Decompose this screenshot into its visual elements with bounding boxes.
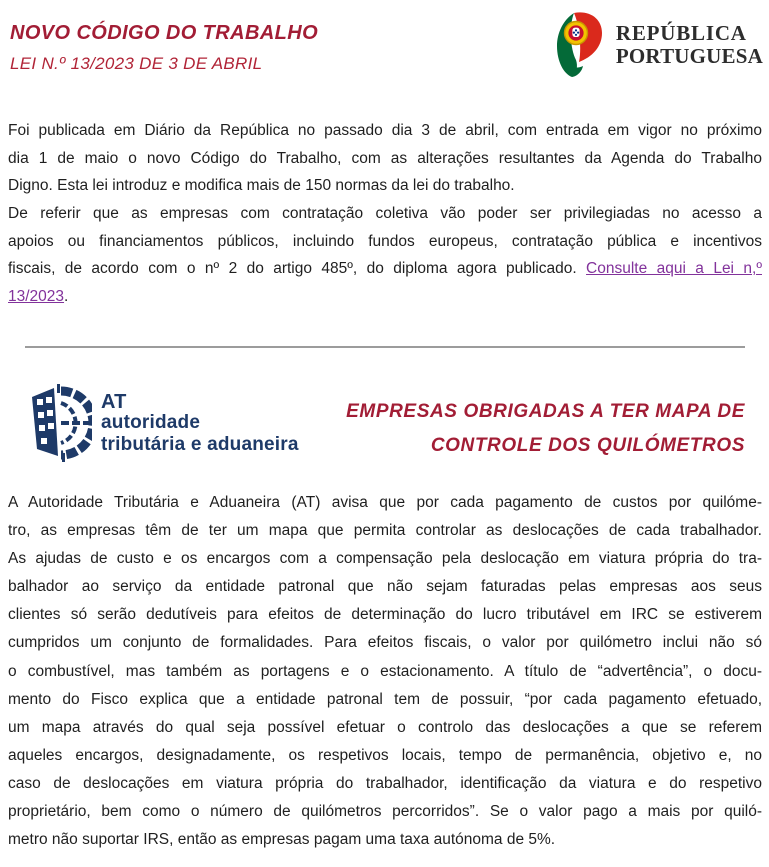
at-logo-line2: tributária e aduaneira (101, 434, 299, 455)
at-autoridade-tributaria-logo (28, 383, 299, 463)
section-heading-line1: EMPRESAS OBRIGADAS A TER MAPA DE (346, 401, 745, 422)
text-line (8, 283, 762, 311)
text-segment: . (64, 288, 69, 306)
text-line (8, 714, 762, 742)
text-segment: caso de deslocações em viatura própria do trabalhador, identificação da viatura e do respetivo (8, 774, 762, 792)
text-line (8, 200, 762, 228)
text-line (8, 545, 762, 573)
gov-logo-text (616, 22, 763, 68)
text-line (8, 172, 762, 200)
page-title: NOVO CÓDIGO DO TRABALHO (10, 22, 319, 44)
text-segment: tro, as empresas têm de ter um mapa que permita controlar as deslocações de cada trabalhador. (8, 522, 762, 540)
gov-logo-line1: REPÚBLICA (615, 21, 747, 45)
section-divider (25, 346, 745, 348)
section-heading-line2: CONTROLE DOS QUILÓMETROS (430, 435, 745, 456)
text-line (8, 742, 762, 770)
text-segment: aqueles encargos, designadamente, os respetivos locais, tempo de permanência, objetivo e, no (8, 746, 762, 764)
page-subtitle: LEI N.º 13/2023 DE 3 DE ABRIL (10, 54, 263, 73)
text-line (8, 658, 762, 686)
text-line (8, 770, 762, 798)
text-line (8, 573, 762, 601)
text-line (8, 117, 762, 145)
text-line (8, 489, 762, 517)
text-line (8, 798, 762, 826)
text-line (8, 601, 762, 629)
text-segment: fiscais, de acordo com o nº 2 do artigo 485º, do diploma agora publicado. (8, 260, 587, 278)
text-line (8, 629, 762, 657)
text-segment: proprietário, bem como o número de quilómetros percorridos”. Se o valor pago a mais por quiló- (8, 803, 762, 821)
article-novo-codigo-trabalho (8, 117, 762, 311)
text-segment: De referir que as empresas com contratação coletiva vão poder ser privilegiadas no acesso a (8, 205, 762, 223)
text-segment: metro não suportar IRS, então as empresas pagam uma taxa autónoma de 5%. (8, 831, 556, 849)
at-logo-text (101, 392, 299, 456)
text-line (8, 517, 762, 545)
text-segment: Foi publicada em Diário da República no passado dia 3 de abril, com entrada em vigor no próximo (8, 122, 762, 139)
consulte-lei-link[interactable]: 13/2023 (8, 288, 65, 306)
text-line (8, 826, 762, 854)
text-segment: apoios ou financiamentos públicos, incluindo fundos europeus, contratação pública e incentivos (8, 232, 762, 250)
section-heading (285, 395, 745, 463)
text-segment: mento do Fisco explica que a entidade patronal tem de possuir, “por cada pagamento efetuado, (8, 690, 762, 708)
text-line (8, 686, 762, 714)
at-emblem-icon (28, 383, 92, 463)
text-line (8, 145, 762, 173)
gov-logo-line2: PORTUGUESA (615, 44, 763, 68)
masthead (10, 22, 318, 74)
article-at-mapa-quilometros (8, 489, 762, 854)
text-segment: Digno. Esta lei introduz e modifica mais de 150 normas da lei do trabalho. (8, 177, 515, 195)
republica-portuguesa-logo (553, 12, 763, 78)
portuguese-flag-icon (553, 12, 603, 78)
text-segment: um mapa através do qual seja possível efetuar o controlo das deslocações a que se referem (8, 718, 762, 736)
at-logo-line1: autoridade (101, 412, 201, 433)
text-segment: As ajudas de custo e os encargos com a compensação pela deslocação em viatura própria do tra- (8, 550, 762, 568)
at-logo-acronym: AT (101, 391, 127, 413)
text-segment: clientes só serão dedutíveis para efeitos de determinação do lucro tributável em IRC se estiverem (8, 606, 762, 624)
text-segment: A Autoridade Tributária e Aduaneira (AT) avisa que por cada pagamento de custos por quilóme- (8, 494, 762, 511)
text-segment: cumpridos um conjunto de formalidades. Para efeitos fiscais, o valor por quilómetro inclui não só (8, 634, 762, 652)
text-line (8, 255, 762, 283)
text-line (8, 228, 762, 256)
text-segment: balhador ao serviço da entidade patronal que não sejam faturadas pelas empresas aos seus (8, 578, 762, 596)
consulte-lei-link[interactable]: Consulte aqui a Lei n,º (586, 260, 762, 278)
text-segment: dia 1 de maio o novo Código do Trabalho, com as alterações resultantes da Agenda do Trabalho (8, 149, 762, 167)
text-segment: o combustível, mas também as portagens e o estacionamento. A título de “advertência”, o docu- (8, 662, 762, 680)
